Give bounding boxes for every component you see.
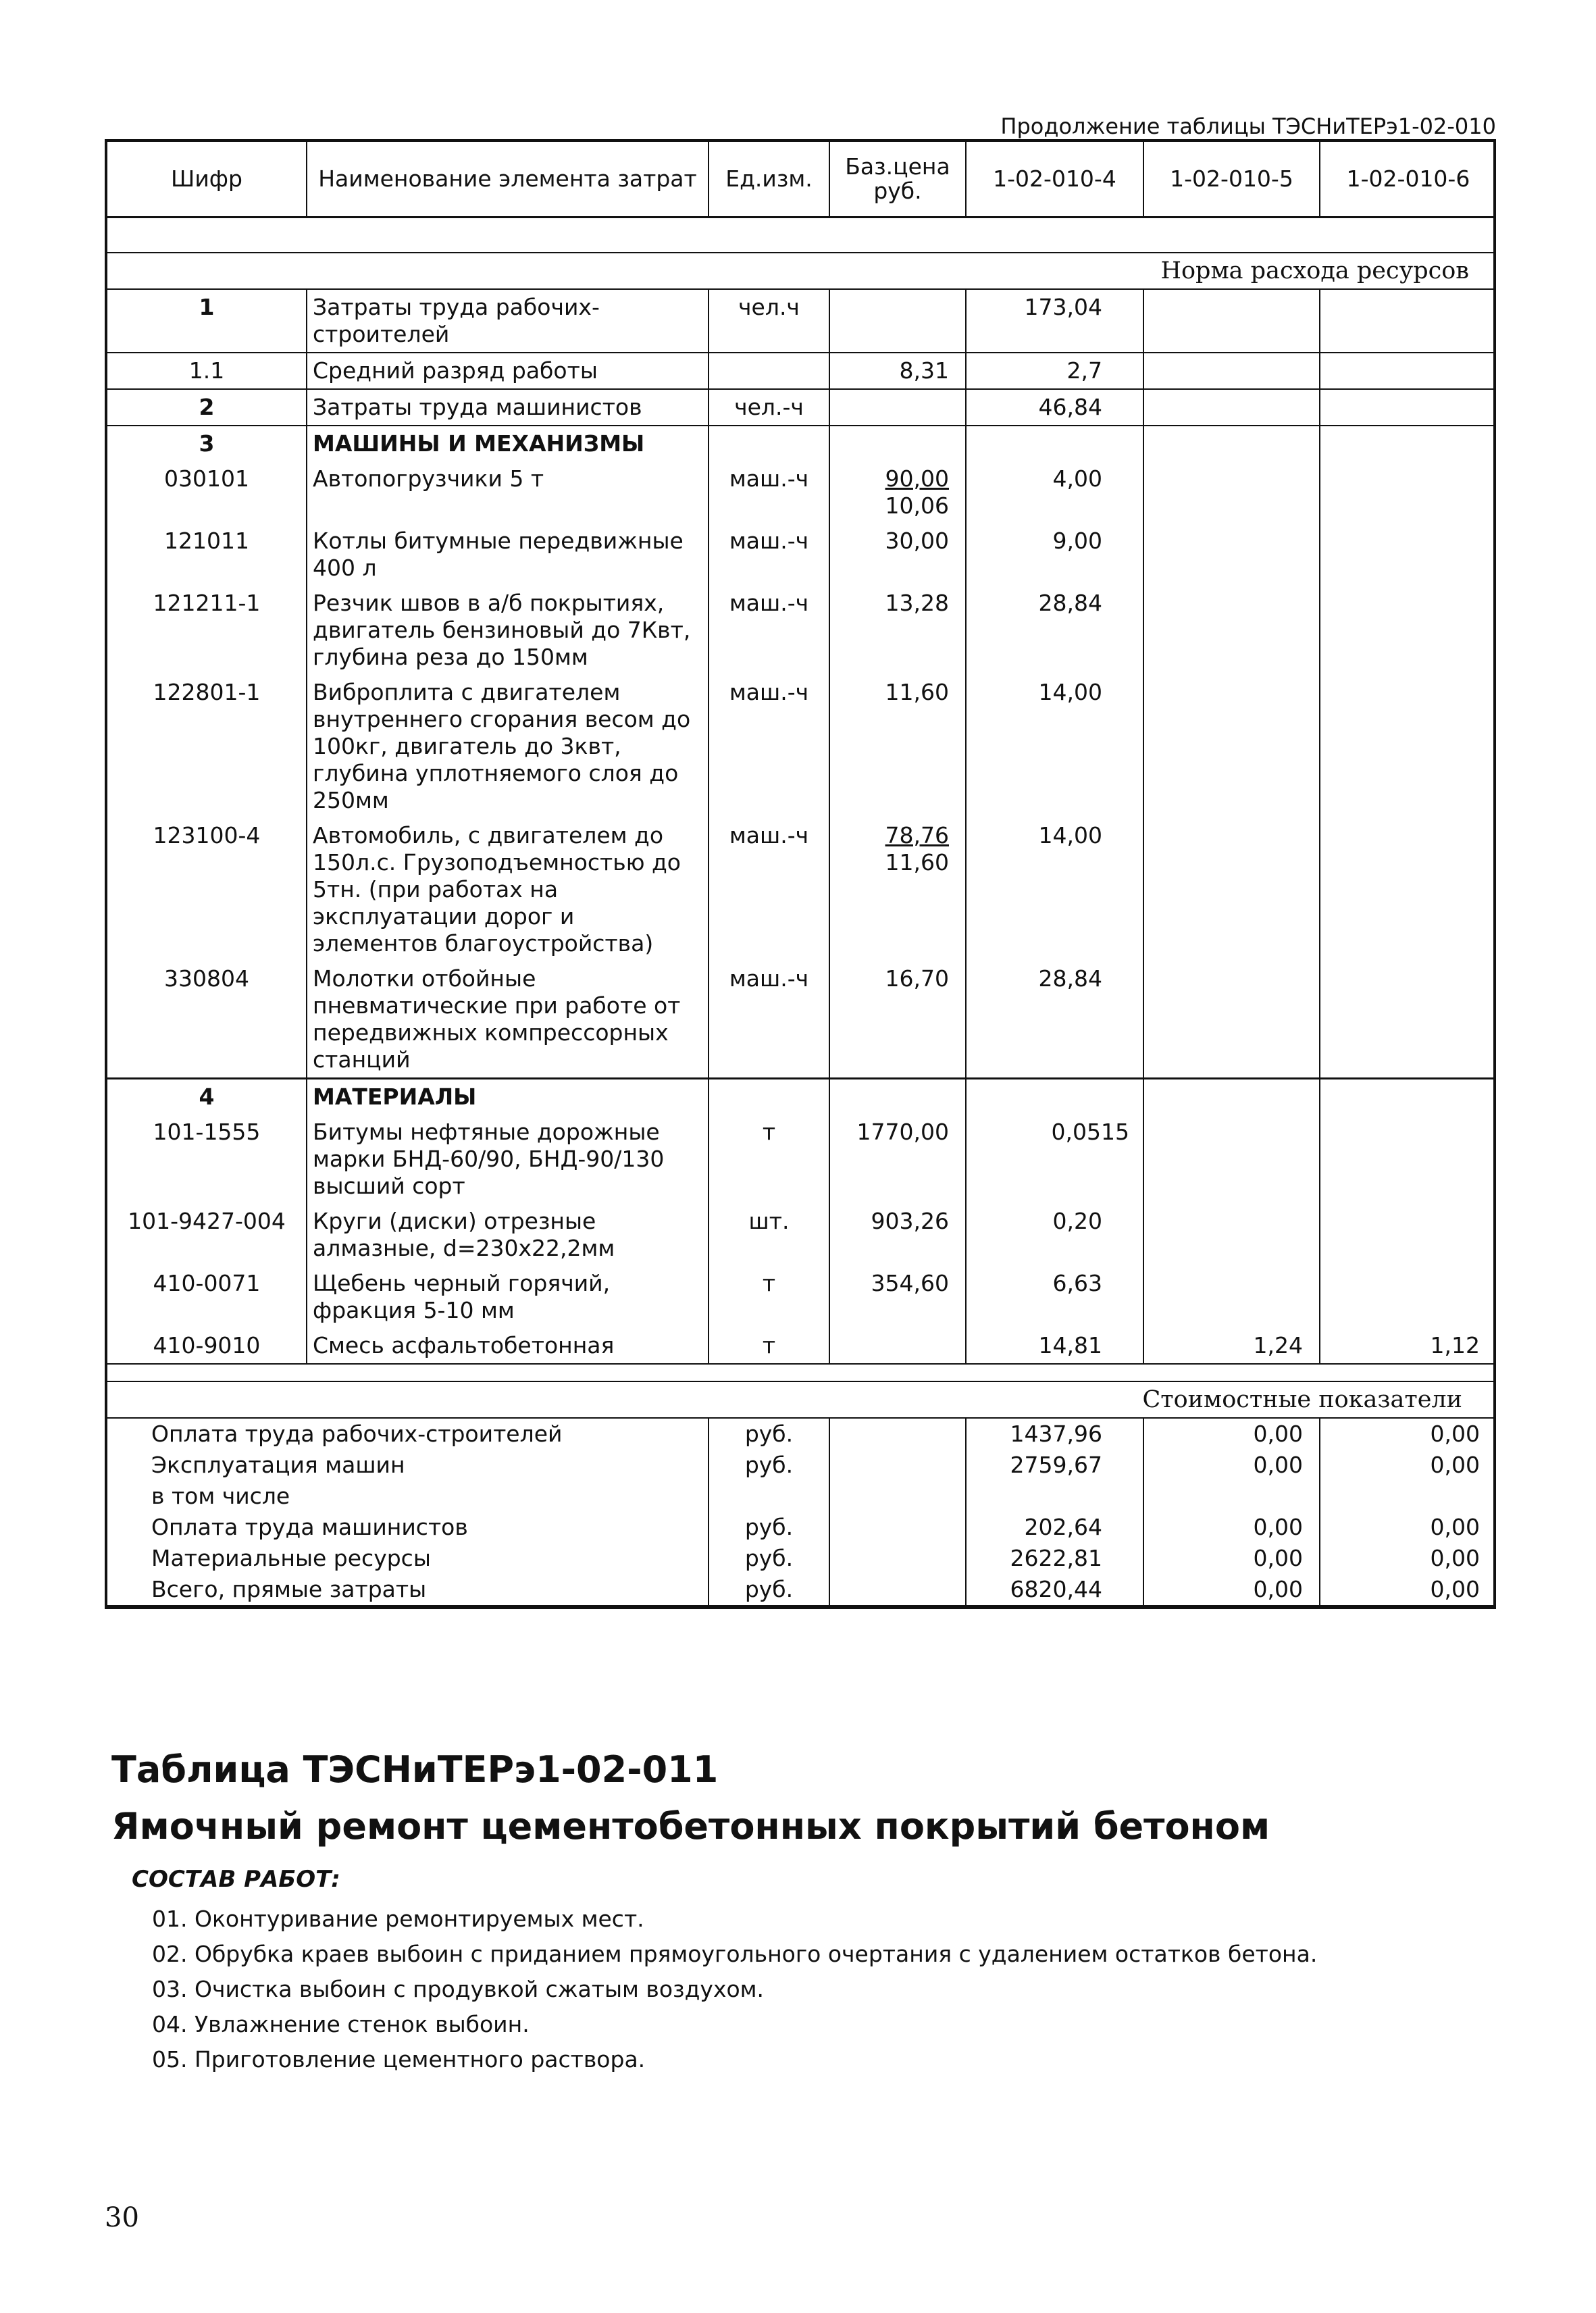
list-item: 02. Обрубка краев выбоин с приданием прямоугольного очертания с удалением остатков бетона. (152, 1941, 1318, 1967)
table-row (107, 961, 1496, 1079)
cost-name: Эксплуатация машин (151, 1451, 405, 1478)
row-name: Смесь асфальтобетонная (307, 1328, 709, 1364)
cost-unit: руб. (709, 1543, 829, 1574)
list-item: 01. Оконтуривание ремонтируемых мест. (152, 1906, 644, 1932)
row-price-top: 78,76 (885, 821, 949, 848)
table-row (107, 1115, 1496, 1204)
band-cost-row (107, 1381, 1496, 1418)
row-name: Молотки отбойные пневматические при работе от передвижных компрессорных станций (307, 961, 709, 1079)
row-price (829, 818, 966, 961)
row-unit: т (709, 1328, 829, 1364)
row-unit: чел.ч (709, 289, 829, 353)
col-header-1-02-010-5: 1-02-010-5 (1143, 142, 1320, 218)
row-value-1: 28,84 (966, 961, 1143, 1079)
row-name: Битумы нефтяные дорожные марки БНД-60/90, БНД-90/130 высший сорт (307, 1115, 709, 1204)
row-name: Затраты труда машинистов (307, 389, 709, 426)
row-value-1: 2,7 (966, 353, 1143, 389)
row-name: Затраты труда рабочих-строителей (307, 289, 709, 353)
row-price: 903,26 (829, 1204, 966, 1266)
cost-row (107, 1418, 1496, 1450)
row-value-1: 46,84 (966, 389, 1143, 426)
cost-value-3: 0,00 (1320, 1543, 1496, 1574)
table-header-row (107, 142, 1496, 218)
row-unit (709, 353, 829, 389)
row-price: 354,60 (829, 1266, 966, 1328)
row-price (829, 1328, 966, 1364)
table-row (107, 675, 1496, 818)
cost-value-3: 0,00 (1320, 1450, 1496, 1481)
cost-name: Материальные ресурсы (151, 1544, 431, 1571)
row-unit: маш.-ч (709, 461, 829, 524)
table-row (107, 586, 1496, 675)
cost-unit: руб. (709, 1450, 829, 1481)
row-code: 121211-1 (153, 589, 261, 616)
table-subtitle: Ямочный ремонт цементобетонных покрытий бетоном (111, 1805, 1270, 1848)
row-code: 3 (107, 426, 307, 461)
row-name: Резчик швов в а/б покрытиях, двигатель бензиновый до 7Квт, глубина реза до 150мм (307, 586, 709, 675)
row-name: МАТЕРИАЛЫ (307, 1078, 709, 1115)
row-code: 101-9427-004 (128, 1207, 286, 1234)
row-price-bottom: 11,60 (885, 848, 949, 875)
cost-unit: руб. (709, 1418, 829, 1450)
cost-name: Оплата труда машинистов (151, 1513, 468, 1540)
row-code: 4 (107, 1078, 307, 1115)
row-value-1: 173,04 (966, 289, 1143, 353)
row-value-1: 14,81 (966, 1328, 1143, 1364)
row-price: 16,70 (829, 961, 966, 1079)
row-unit: чел.-ч (709, 389, 829, 426)
row-unit: маш.-ч (709, 818, 829, 961)
row-name: Круги (диски) отрезные алмазные, d=230х22,2мм (307, 1204, 709, 1266)
cost-value-2: 0,00 (1143, 1450, 1320, 1481)
row-code: 330804 (164, 965, 249, 992)
cost-value-3: 0,00 (1320, 1574, 1496, 1606)
table-continuation-caption: Продолжение таблицы ТЭСНиТЕРэ1-02-010 (1000, 113, 1496, 139)
row-value-1: 4,00 (966, 461, 1143, 524)
col-header-1-02-010-6: 1-02-010-6 (1320, 142, 1496, 218)
row-value-1: 14,00 (966, 675, 1143, 818)
col-header-code: Шифр (107, 142, 307, 218)
band-cost-label: Стоимостные показатели (107, 1381, 1496, 1418)
row-code: 1.1 (107, 353, 307, 389)
cost-value-1: 202,64 (966, 1512, 1143, 1543)
row-code: 410-9010 (153, 1331, 261, 1358)
row-price (829, 389, 966, 426)
row-value-1: 0,0515 (966, 1115, 1143, 1204)
cost-name: Оплата труда рабочих-строителей (151, 1420, 563, 1447)
cost-row (107, 1543, 1496, 1574)
cost-value-2: 0,00 (1143, 1574, 1320, 1606)
row-value-3: 1,12 (1320, 1328, 1496, 1364)
table-row (107, 1204, 1496, 1266)
row-price (829, 289, 966, 353)
cost-row (107, 1450, 1496, 1481)
row-unit: маш.-ч (709, 961, 829, 1079)
table-row (107, 1328, 1496, 1364)
resource-table (105, 139, 1496, 1609)
band-norm-row (107, 253, 1496, 289)
row-code: 101-1555 (153, 1118, 261, 1145)
spacer-row (107, 218, 1496, 253)
table-row (107, 1266, 1496, 1328)
row-name: Автопогрузчики 5 т (307, 461, 709, 524)
row-name: Щебень черный горячий, фракция 5-10 мм (307, 1266, 709, 1328)
works-list (152, 1902, 1317, 2077)
cost-row (107, 1481, 1496, 1512)
works-heading: СОСТАВ РАБОТ: (132, 1866, 340, 1893)
cost-unit: руб. (709, 1512, 829, 1543)
cost-row-total (107, 1574, 1496, 1606)
cost-value-2: 0,00 (1143, 1543, 1320, 1574)
row-price-bottom: 10,06 (885, 492, 949, 519)
row-value-2: 1,24 (1143, 1328, 1320, 1364)
row-price (829, 461, 966, 524)
row-code: 121011 (164, 527, 249, 554)
cost-row (107, 1512, 1496, 1543)
row-code: 030101 (164, 465, 249, 492)
cost-value-2: 0,00 (1143, 1512, 1320, 1543)
cost-value-3: 0,00 (1320, 1512, 1496, 1543)
list-item: 05. Приготовление цементного раствора. (152, 2046, 646, 2073)
table-row (107, 461, 1496, 524)
row-code: 410-0071 (153, 1269, 261, 1296)
spacer-row (107, 1364, 1496, 1381)
table-row (107, 289, 1496, 353)
col-header-unit: Ед.изм. (709, 142, 829, 218)
cost-value-1: 2622,81 (966, 1543, 1143, 1574)
row-code: 122801-1 (153, 678, 261, 705)
cost-name: в том числе (151, 1482, 290, 1509)
table-row (107, 524, 1496, 586)
col-header-price: Баз.цена руб. (829, 142, 966, 218)
cost-value-1: 6820,44 (966, 1574, 1143, 1606)
table-title: Таблица ТЭСНиТЕРэ1-02-011 (111, 1748, 719, 1791)
cost-value-2: 0,00 (1143, 1418, 1320, 1450)
row-price: 1770,00 (829, 1115, 966, 1204)
col-header-1-02-010-4: 1-02-010-4 (966, 142, 1143, 218)
row-name: Котлы битумные передвижные 400 л (307, 524, 709, 586)
page-number: 30 (105, 2202, 139, 2233)
cost-value-1: 2759,67 (966, 1450, 1143, 1481)
row-unit: т (709, 1266, 829, 1328)
cost-unit: руб. (709, 1574, 829, 1606)
row-code: 1 (199, 293, 215, 320)
cost-value-1: 1437,96 (966, 1418, 1143, 1450)
row-price-top: 90,00 (885, 465, 949, 492)
table-row (107, 389, 1496, 426)
row-code: 2 (107, 389, 307, 426)
row-price: 8,31 (829, 353, 966, 389)
row-unit: маш.-ч (709, 524, 829, 586)
row-value-1: 14,00 (966, 818, 1143, 961)
row-name: МАШИНЫ И МЕХАНИЗМЫ (307, 426, 709, 461)
cost-value-3: 0,00 (1320, 1418, 1496, 1450)
table-row (107, 818, 1496, 961)
row-value-1: 28,84 (966, 586, 1143, 675)
list-item: 03. Очистка выбоин с продувкой сжатым воздухом. (152, 1976, 765, 2002)
band-norm-label: Норма расхода ресурсов (107, 253, 1496, 289)
row-value-1: 9,00 (966, 524, 1143, 586)
list-item: 04. Увлажнение стенок выбоин. (152, 2011, 530, 2037)
section-row-materials (107, 1078, 1496, 1115)
row-value-1: 0,20 (966, 1204, 1143, 1266)
table-row (107, 353, 1496, 389)
row-name: Виброплита с двигателем внутреннего сгорания весом до 100кг, двигатель до 3квт, глубина уплотняемого слоя до 250мм (307, 675, 709, 818)
row-unit: маш.-ч (709, 675, 829, 818)
row-price: 30,00 (829, 524, 966, 586)
row-value-1: 6,63 (966, 1266, 1143, 1328)
row-price: 13,28 (829, 586, 966, 675)
row-code: 123100-4 (153, 821, 261, 848)
row-unit: маш.-ч (709, 586, 829, 675)
col-header-name: Наименование элемента затрат (307, 142, 709, 218)
row-name: Автомобиль, с двигателем до 150л.с. Грузоподъемностью до 5тн. (при работах на эксплуатации дорог и элементов благоустройства) (307, 818, 709, 961)
row-unit: т (709, 1115, 829, 1204)
row-price: 11,60 (829, 675, 966, 818)
section-row-machines (107, 426, 1496, 461)
row-unit: шт. (709, 1204, 829, 1266)
cost-name: Всего, прямые затраты (107, 1574, 709, 1606)
row-name: Средний разряд работы (307, 353, 709, 389)
